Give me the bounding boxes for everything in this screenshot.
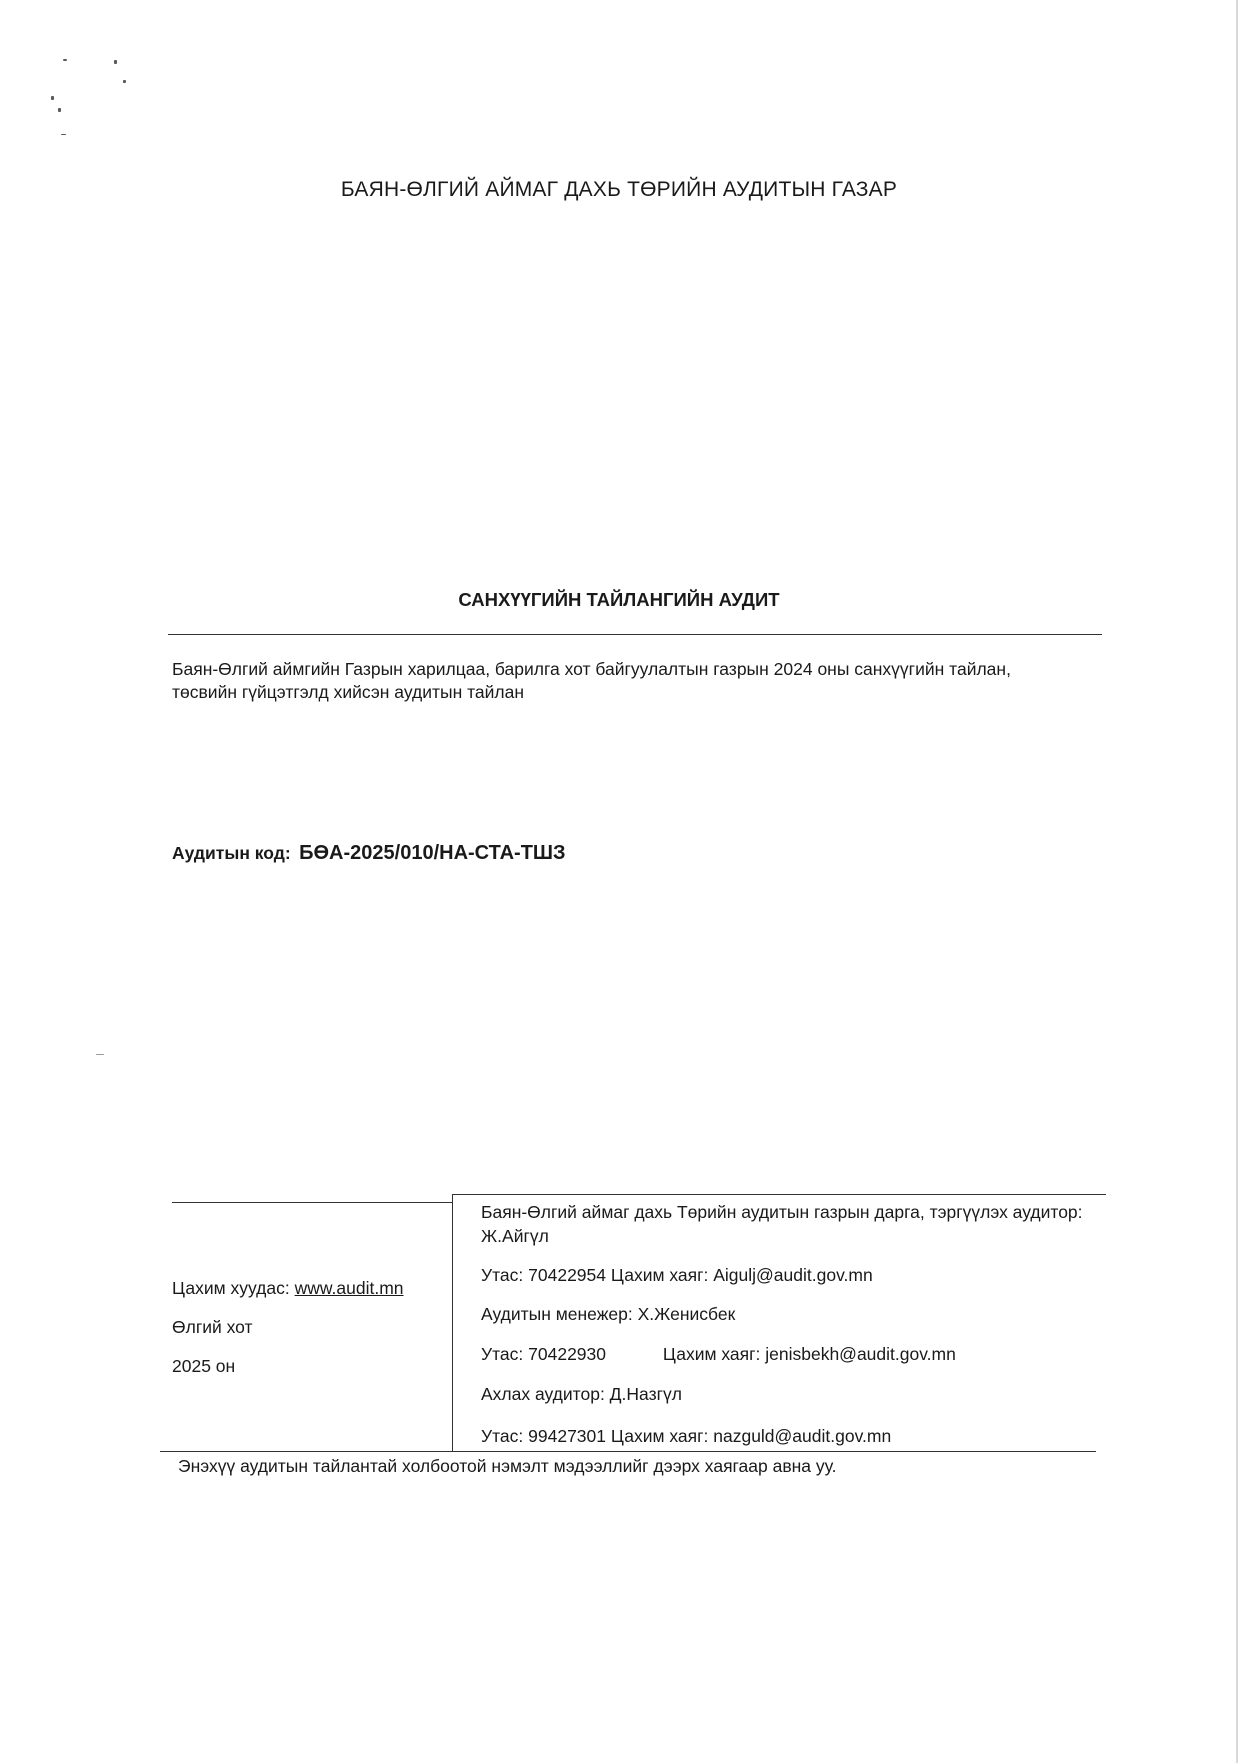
website-label: Цахим хуудас:	[172, 1278, 290, 1298]
senior-auditor-email[interactable]: Цахим хаяг: nazguld@audit.gov.mn	[610, 1426, 892, 1446]
audit-code	[172, 842, 566, 865]
audit-manager-email[interactable]: Цахим хаяг: jenisbekh@audit.gov.mn	[662, 1344, 956, 1364]
title-divider	[168, 634, 1102, 635]
audit-manager: Аудитын менежер: Х.Женисбек	[481, 1304, 736, 1324]
head-auditor: Баян-Өлгий аймаг дахь Төрийн аудитын газрын дарга, тэргүүлэх аудитор: Ж.Айгүл	[481, 1202, 1083, 1246]
head-auditor-contact	[481, 1265, 873, 1286]
senior-auditor: Ахлах аудитор: Д.Назгүл	[481, 1384, 682, 1404]
year: 2025 он	[172, 1356, 236, 1376]
website-link[interactable]: www.audit.mn	[294, 1278, 404, 1298]
report-subject: Баян-Өлгий аймгийн Газрын харилцаа, барилга хот байгуулалтын газрын 2024 оны санхүүгийн тайлан, төсвийн гүйцэтгэлд хийсэн аудитын тайлан	[172, 659, 1011, 702]
head-auditor-email[interactable]: Цахим хаяг: Aigulj@audit.gov.mn	[610, 1265, 873, 1285]
contact-table-top-rule	[452, 1194, 1106, 1195]
organization-header: БАЯН-ӨЛГИЙ АЙМАГ ДАХЬ ТӨРИЙН АУДИТЫН ГАЗАР	[340, 178, 898, 201]
senior-auditor-contact	[481, 1426, 891, 1447]
footer-note: Энэхүү аудитын тайлантай холбоотой нэмэлт мэдээллийг дээрх хаягаар авна уу.	[178, 1456, 837, 1476]
head-auditor-phone: Утас: 70422954	[481, 1265, 607, 1285]
audit-manager-phone: Утас: 70422930	[481, 1344, 607, 1364]
city: Өлгий хот	[172, 1317, 253, 1337]
website-line	[172, 1278, 404, 1299]
contact-table-left-rule	[172, 1202, 452, 1203]
contact-table-bottom-rule	[160, 1451, 1096, 1452]
audit-manager-contact	[481, 1344, 956, 1365]
contact-table-divider	[452, 1194, 453, 1452]
audit-code-value: БӨА-2025/010/НА-СТА-ТШЗ	[299, 842, 566, 864]
senior-auditor-phone: Утас: 99427301	[481, 1426, 607, 1446]
report-type-title: САНХҮҮГИЙН ТАЙЛАНГИЙН АУДИТ	[458, 589, 780, 610]
audit-code-label: Аудитын код:	[172, 843, 291, 863]
